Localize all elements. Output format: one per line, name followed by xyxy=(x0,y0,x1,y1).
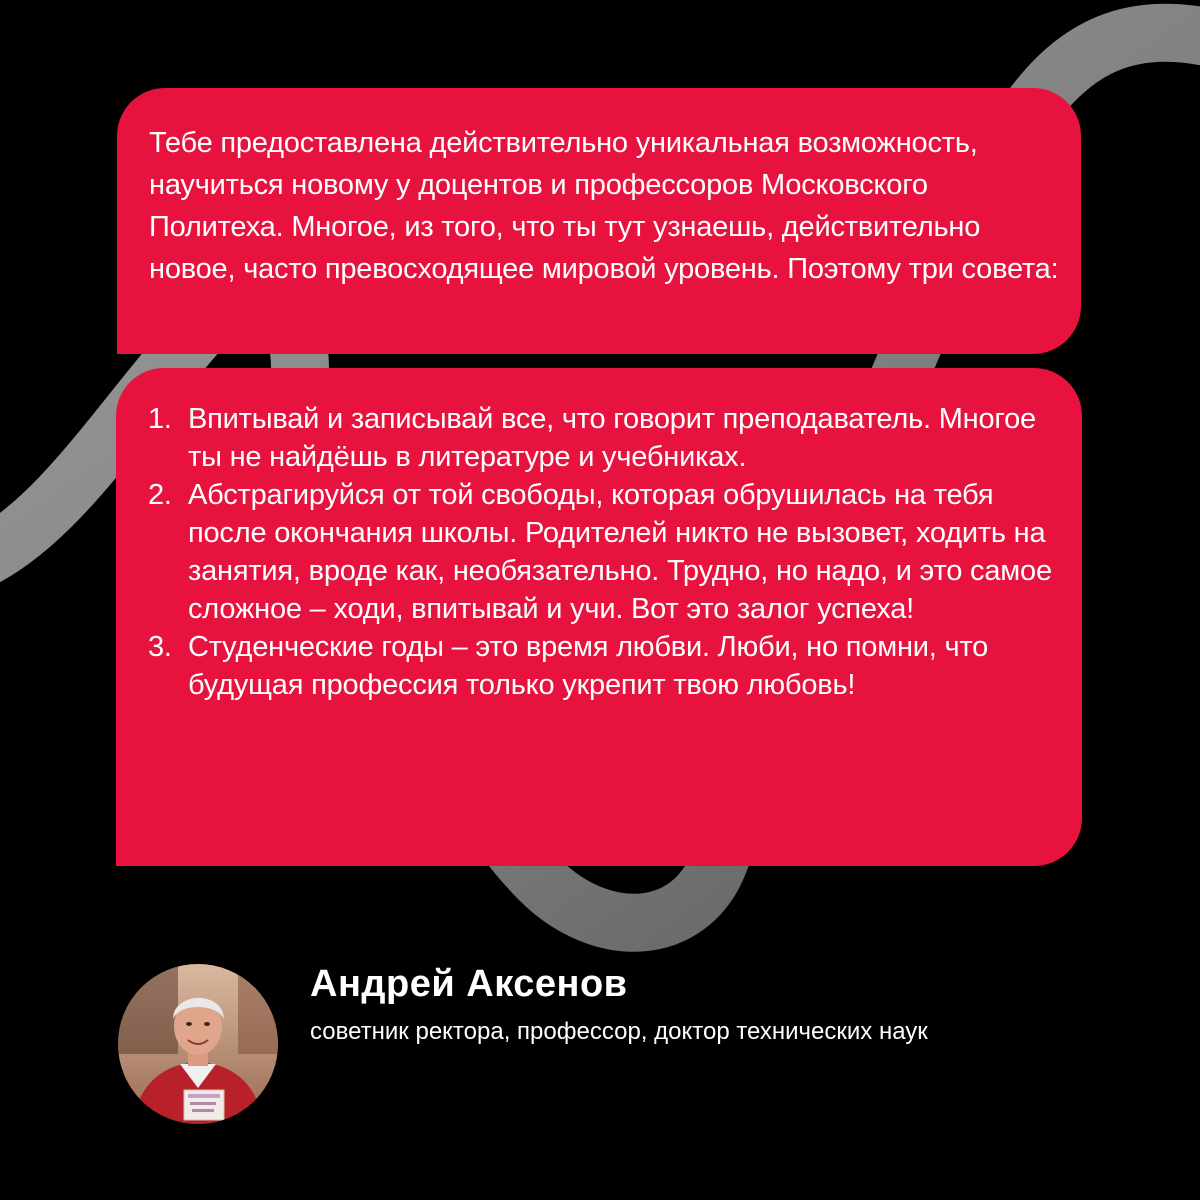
tip-number: 3. xyxy=(148,631,172,663)
tip-item xyxy=(148,628,1062,704)
tip-text: Впитывай и записывай все, что говорит преподаватель. Многое ты не найдёшь в литературе и учебниках. xyxy=(188,403,1036,473)
author-portrait-illustration xyxy=(118,964,278,1124)
tips-list xyxy=(148,400,1062,704)
author-name: Андрей Аксенов xyxy=(310,963,628,1005)
tip-text: Абстрагируйся от той свободы, которая обрушилась на тебя после окончания школы. Родителей никто не вызовет, ходить на занятия, вроде как, необязательно. Трудно, но надо, и это самое сложное – ходи, впитывай и учи. Вот это залог успеха! xyxy=(188,479,1052,625)
intro-bubble xyxy=(117,88,1081,354)
intro-text: Тебе предоставлена действительно уникальная возможность, научиться новому у доцентов и профессоров Московского Политеха. Многое, из того, что ты тут узнаешь, действительно новое, часто превосходящее мировой уровень. Поэтому три совета: xyxy=(149,127,1059,285)
tips-bubble xyxy=(116,368,1082,866)
tip-item xyxy=(148,400,1062,476)
tip-number: 1. xyxy=(148,403,172,435)
author-role: советник ректора, профессор, доктор технических наук xyxy=(310,1018,928,1045)
author-avatar xyxy=(118,964,278,1124)
tip-text: Студенческие годы – это время любви. Люби, но помни, что будущая профессия только укрепит твою любовь! xyxy=(188,631,989,701)
tip-number: 2. xyxy=(148,479,172,511)
tip-item xyxy=(148,476,1062,628)
